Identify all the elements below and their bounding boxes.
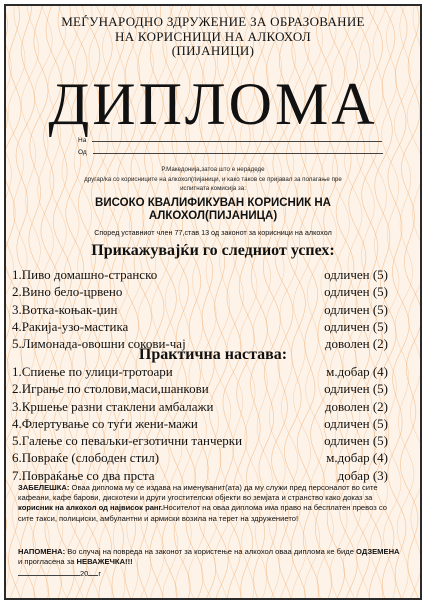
grade: одличен (5) <box>324 284 388 300</box>
law-reference: Според уставниот член 77,став 13 од законот за корисници на алкохол <box>94 228 332 237</box>
grade-row <box>12 283 388 300</box>
field-na-line <box>92 134 382 142</box>
organization-header <box>6 15 420 59</box>
theory-grades-list <box>12 266 388 352</box>
subject: 3.Вотка-коњак-џин <box>12 301 118 317</box>
date-field <box>18 568 101 578</box>
field-na-label: На <box>78 137 87 144</box>
subject: 2.Вино бело-црвено <box>12 284 123 300</box>
grade: м.добар (4) <box>326 450 388 466</box>
grade: одличен (5) <box>324 415 388 431</box>
grade-row <box>12 301 388 318</box>
subject: 2.Играње по столови,маси,шанкови <box>12 381 209 397</box>
subject: 6.Повраќе (слободен стил) <box>12 450 160 466</box>
remark-note <box>18 483 400 524</box>
date-year-blank <box>88 568 98 576</box>
date-blank <box>18 568 80 576</box>
grade-row <box>12 266 388 283</box>
subject: 7.Повраќање со два прста <box>12 467 155 483</box>
practice-grades-list <box>12 363 388 484</box>
grade: доволен (2) <box>324 336 388 352</box>
award-title <box>6 197 420 223</box>
grade: добар (3) <box>337 467 388 483</box>
award-line-2: АЛКОХОЛ(ПИЈАНИЦА) <box>148 210 278 222</box>
grade: одличен (5) <box>324 267 388 282</box>
intro-text <box>46 165 380 194</box>
grade-row <box>12 363 388 380</box>
field-od-label: Од <box>78 149 87 156</box>
subject: 4.Ракија-узо-мастика <box>12 318 129 334</box>
award-line-1: ВИСОКО КВАЛИФИКУВАН КОРИСНИК НА <box>95 197 331 209</box>
grade-row <box>12 449 388 466</box>
field-od-line <box>93 146 383 154</box>
warning-bold-revoked: ОДЗЕМЕНА <box>356 547 400 556</box>
organization-line-3: (ПИЈАНИЦИ) <box>171 43 255 58</box>
grade-row <box>12 415 388 432</box>
organization-line-1: МЕЃУНАРОДНО ЗДРУЖЕНИЕ ЗА ОБРАЗОВАНИЕ <box>61 14 365 29</box>
warning-label: НАПОМЕНА: <box>18 547 66 556</box>
subject: 5.Галење со певаљки-егзотични танчерки <box>12 433 243 449</box>
remark-text-c: Носителот на оваа диплома има право на бесплатен превоз со сите такси, полициски, амбулантни и армиски возила на терет на здружението! <box>18 503 387 523</box>
grade: м.добар (4) <box>326 364 388 379</box>
recipient-fields <box>78 134 383 158</box>
remark-label: ЗАБЕЛЕШКА: <box>18 483 70 492</box>
grade: одличен (5) <box>324 433 388 449</box>
warning-text-c: и прогласена за <box>18 557 77 567</box>
grade-row <box>12 467 388 484</box>
diploma-frame <box>4 4 422 600</box>
grade: одличен (5) <box>324 318 388 334</box>
warning-text-a: Во случај на повреда на законот за користење на алкохол оваа диплома ке биде <box>65 547 357 556</box>
subject: 4.Флертување со туѓи жени-мажи <box>12 415 198 431</box>
subject: 3.Кршење разни стаклени амбалажи <box>12 398 214 414</box>
practice-heading: Практична настава: <box>138 346 288 363</box>
grade-row <box>12 432 388 449</box>
organization-line-2: НА КОРИСНИЦИ НА АЛКОХОЛ <box>115 28 311 44</box>
warning-note <box>18 547 400 567</box>
grade-row <box>12 318 388 335</box>
theory-heading: Прикажувајќи го следниот успех: <box>91 242 335 259</box>
intro-line-1: Р.Македонија,затоа што е нерадеде <box>161 166 265 173</box>
date-suffix: г <box>98 569 102 578</box>
subject: 1.Спиење по улици-тротоари <box>12 364 173 379</box>
grade-row <box>12 398 388 415</box>
grade: одличен (5) <box>324 301 388 317</box>
grade: доволен (2) <box>324 398 388 414</box>
grade: одличен (5) <box>324 381 388 397</box>
remark-text-a: Оваа диплома му се издава на именуванит(ата) да му служи пред персоналот во сите кафеани, кафе барови, дискотеки и други угостителски објекти во земјата и странство како доказ за <box>18 483 378 503</box>
intro-line-3: испитната комисија за: <box>180 185 246 192</box>
diploma-title: ДИПЛОМА <box>48 71 378 137</box>
warning-bold-invalid: НЕВАЖЕЧКА!!! <box>76 557 133 567</box>
intro-line-2: другар/ка со корисниците на алкохол(пијаници, и како таков се пријавал за полагање пре <box>84 175 342 183</box>
subject: 1.Пиво домашно-странско <box>12 267 158 282</box>
subject: 5.Лимонада-овошни сокови-чај <box>12 336 186 352</box>
date-year-prefix: 20 <box>80 569 89 578</box>
remark-bold-rank: корисник на алкохол од највисок ранг. <box>18 503 164 513</box>
grade-row <box>12 380 388 397</box>
